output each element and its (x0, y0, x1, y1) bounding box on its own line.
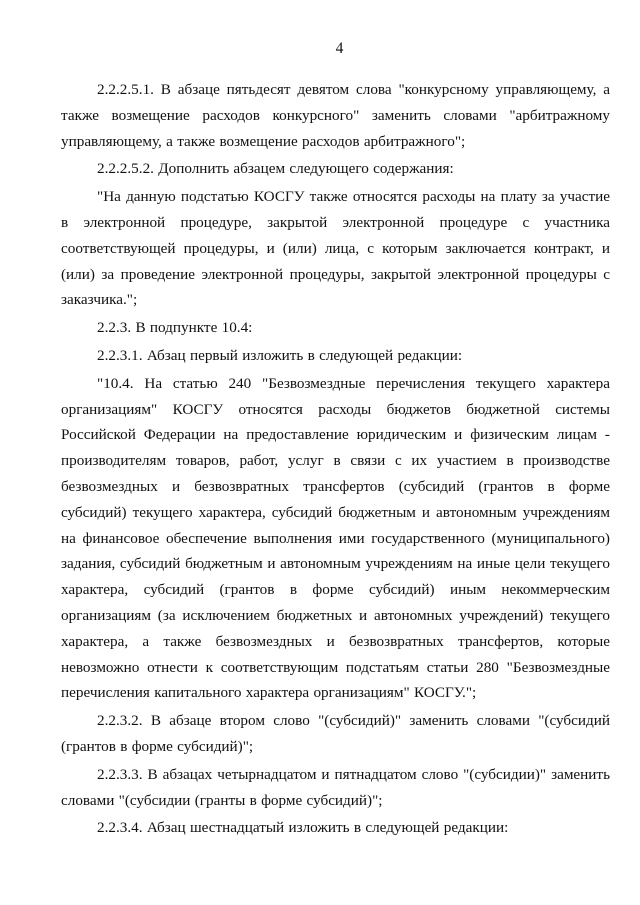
paragraph-2-2-3-2: 2.2.3.2. В абзаце втором слово "(субсидий)" заменить словами "(субсидий (грантов в форме субсидий)"; (61, 712, 610, 755)
page-number: 4 (335, 40, 344, 57)
paragraph-quoted-kosgu: "На данную подстатью КОСГУ также относятся расходы на плату за участие в электронной процедуре, закрытой электронной процедуре с участника соответствующей процедуры, и (или) лица, с которым заключается контракт, и (или) за проведение электронной процедуры, закрытой электронной процедуры с заказчика."; (61, 188, 610, 309)
paragraph-2-2-3-3: 2.2.3.3. В абзацах четырнадцатом и пятнадцатом слово "(субсидии)" заменить словами "(субсидии (гранты в форме субсидий)"; (61, 765, 610, 809)
paragraph-10-4: "10.4. На статью 240 "Безвозмездные перечисления текущего характера организациям" КОСГУ относятся расходы бюджетов бюджетной системы Российской Федерации на предоставление юридическим и физическим лицам - производителям товаров, работ, услуг в связи с их участием в производстве безвозмездных и безвозвратных трансфертов (субсидий (грантов в форме субсидий) текущего характера, субсидий бюджетным и автономным учреждениям на финансовое обеспечение выполнения ими государственного (муниципального) задания, субсидий бюджетным и автономным учреждениям на иные цели текущего характера, субсидий (грантов в форме субсидий) иным некоммерческим организациям (за исключением бюджетных и автономных учреждений) текущего характера, а также безвозмездных и безвозвратных трансфертов, которые невозможно отнести к соответствующим подстатьям статьи 280 "Безвозмездные перечисления капитального характера организациям" КОСГУ."; (61, 374, 610, 702)
paragraph-2-2-3: 2.2.3. В подпункте 10.4: (97, 319, 253, 337)
paragraph-2-2-3-4: 2.2.3.4. Абзац шестнадцатый изложить в следующей редакции: (97, 819, 509, 837)
paragraph-2-2-3-1: 2.2.3.1. Абзац первый изложить в следующей редакции: (97, 346, 463, 364)
paragraph-2-2-2-5-2: 2.2.2.5.2. Дополнить абзацем следующего содержания: (97, 160, 454, 178)
paragraph-2-2-2-5-1: 2.2.2.5.1. В абзаце пятьдесят девятом слова "конкурсному управляющему, а также возмещение расходов конкурсного" заменить словами "арбитражному управляющему, а также возмещение расходов арбитражного"; (61, 81, 610, 150)
